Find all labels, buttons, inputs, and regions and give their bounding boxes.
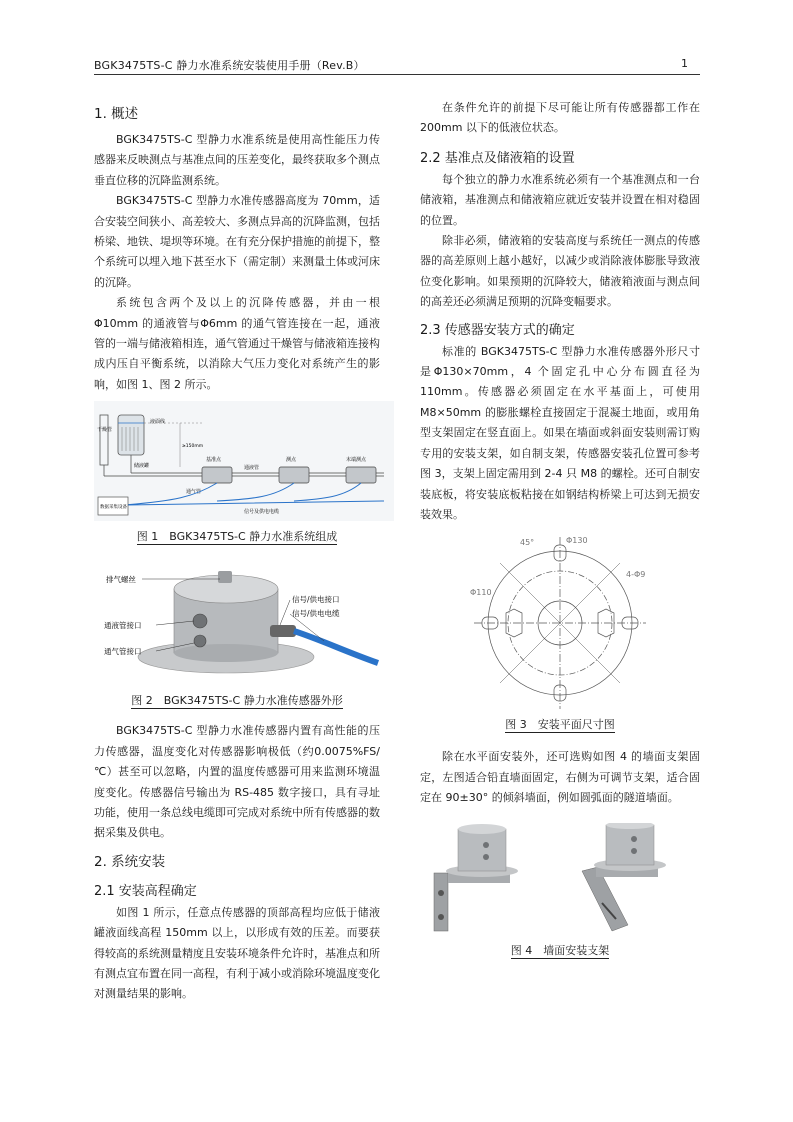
fig1-label-daq: 数据采集设备 [100,505,127,511]
paragraph: 标准的 BGK3475TS-C 型静力水准传感器外形尺寸是Φ130×70mm，4 个固定孔中心分布圆直径为110mm。传感器必须固定在水平基面上，可使用 M8×50mm 的膨胀螺栓直接固定于混凝土地面，或用角型支架固定在竖直面上。如果在墙面或斜面安装则需订购专用的安装支架，如自制支架，传感器安装孔位置可参考图 3，支架上固定需用到 2-4 只 M8 的螺栓。还可自制安装底板，将安装底板粘接在如钢结构桥梁上可达到无损安装效果。 [420,344,700,521]
fig1-label-liquid-pipe: 通液管 [244,465,260,472]
paragraph: 在条件允许的前提下尽可能让所有传感器都工作在 200mm 以下的低液位状态。 [420,101,700,135]
fig1-label-height: ≥150mm [182,444,204,450]
fig3-label-d130: Φ130 [566,536,588,546]
fig3-label-angle: 45° [520,538,535,548]
wall-bracket-photos [420,823,700,935]
paragraph: BGK3475TS-C 型静力水准传感器内置有高性能的压力传感器，温度变化对传感器影响极低（约0.0075%FS/℃）甚至可以忽略，内置的温度传感器可用来监测环境温度变化。传感器信号输出为 RS-485 数字接口，具有寻址功能，使用一条总线电缆即可完成对系统中所有传感器的数据采集及供电。 [94,724,380,840]
left-column [94,96,380,1005]
figure-1-caption: 图 1 BGK3475TS-C 静力水准系统组成 [136,530,338,544]
figure-3-caption: 图 3 安装平面尺寸图 [505,718,615,732]
fig2-label-vent-screw: 排气螺丝 [106,575,136,585]
paragraph: 除在水平面安装外，还可选购如图 4 的墙面支架固定，左图适合铅直墙面固定，右侧为可调节支架，适合固定在 90±30° 的倾斜墙面，例如圆弧面的隧道墙面。 [420,750,700,805]
paragraph: BGK3475TS-C 型静力水准传感器高度为 70mm，适合安装空间狭小、高差较大、多测点异高的沉降监测，包括桥梁、地铁、堤坝等环境。在有充分保护措施的前提下，整个系统可以埋入地下甚至水下（需定制）来测量土体或河床的沉降。 [94,194,380,289]
fig1-label-float: 液面线 [150,419,166,426]
adjustable-wall-bracket [582,823,666,931]
fig1-label-base: 基准点 [206,457,222,464]
fig1-label-point: 测点 [286,457,297,464]
page-number: 1 [681,57,688,70]
fig2-label-signal-cable: 信号/供电电缆 [292,609,340,619]
figure-2 [94,559,380,709]
paragraph: 每个独立的静力水准系统必须有一个基准测点和一台储液箱，基准测点和储液箱应就近安装并设置在相对稳固的位置。 [420,172,700,227]
paragraph: 如图 1 所示，任意点传感器的顶部高程均应低于储液罐液面线高程 150mm 以上，以形成有效的压差。而要获得较高的系统测量精度且安装环境条件允许时，基准点和所有测点宜布置在同一高程，有利于减小或消除环境温度变化对测量结果的影响。 [94,905,380,1001]
subsection-heading-2-1: 2.1 安装高程确定 [94,883,197,899]
system-diagram [94,401,394,521]
fig1-label-gas-pipe: 通气管 [186,489,202,496]
vertical-wall-bracket [434,824,518,931]
mounting-dimension-drawing [420,531,700,709]
paragraph: 系统包含两个及以上的沉降传感器，并由一根Φ10mm 的通液管与Φ6mm 的通气管连接在一起，通液管的一端与储液箱相连，通气管通过干燥管与储液箱连接构成内压自平衡系统，以消除大气压力变化对系统产生的影响，如图 1、图 2 所示。 [94,296,380,391]
fig3-label-d110: Φ110 [470,588,492,598]
fig2-label-gas-port: 通气管接口 [104,647,142,657]
figure-2-caption: 图 2 BGK3475TS-C 静力水准传感器外形 [131,694,343,708]
figure-4 [420,823,700,959]
section-heading-overview: 1. 概述 [94,106,139,122]
subsection-heading-2-2: 2.2 基准点及储液箱的设置 [420,150,575,166]
page-header [94,56,700,75]
figure-1 [94,401,380,545]
figure-3 [420,531,700,733]
figure-4-caption: 图 4 墙面安装支架 [510,943,610,957]
section-heading-install: 2. 系统安装 [94,853,166,870]
fig1-label-tank-pipe: 储液罐 [134,463,150,470]
fig1-label-dryer: 干燥管 [97,427,113,434]
paragraph: BGK3475TS-C 型静力水准系统是使用高性能压力传感器来反映测点与基准点间的压差变化，最终获取多个测点垂直位移的沉降监测系统。 [94,133,380,187]
subsection-heading-2-3: 2.3 传感器安装方式的确定 [420,322,575,338]
fig2-label-signal-port: 信号/供电接口 [292,595,340,605]
paragraph: 除非必须，储液箱的安装高度与系统任一测点的传感器的高差原则上越小越好，以减少或消除液体膨胀导致液位变化影响。如果预期的沉降较大，储液箱液面与测点间的高差还必须满足预期的沉降变幅要求。 [420,234,700,309]
fig1-label-cable: 信号及供电电缆 [244,509,280,516]
fig3-label-slot: 4-Φ9 [626,570,646,580]
document-title: BGK3475TS-C 静力水准系统安装使用手册（Rev.B） [94,59,365,72]
sensor-photo [94,559,380,685]
fig1-label-last-point: 末端测点 [346,457,367,464]
fig2-label-liquid-port: 通液管接口 [104,621,142,631]
right-column [420,96,700,959]
